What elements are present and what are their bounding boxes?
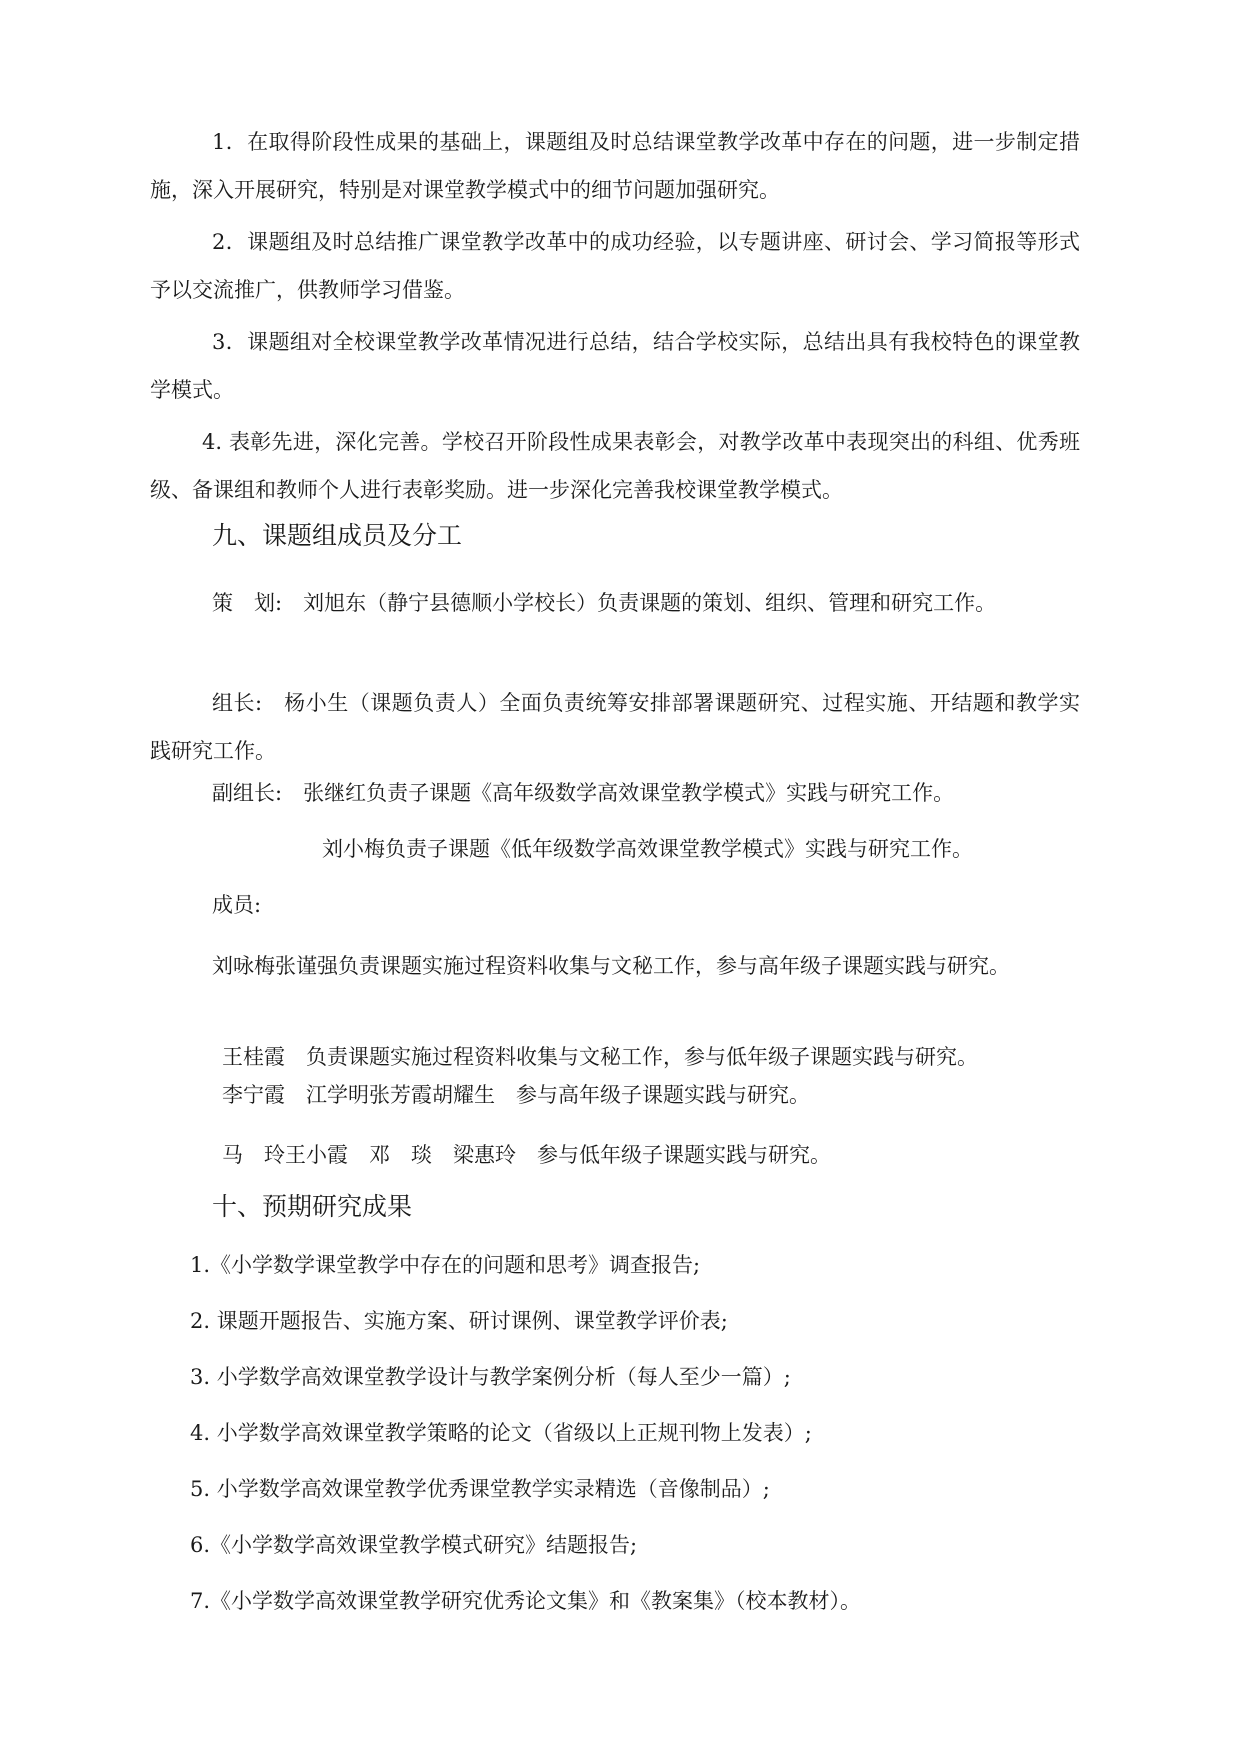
outcome-item-2: 2. 课题开题报告、实施方案、研讨课例、课堂教学评价表; [190,1309,728,1333]
member-line-2: 王桂霞 负责课题实施过程资料收集与文秘工作，参与低年级子课题实践与研究。 [222,1045,978,1069]
section-10-heading: 十、预期研究成果 [212,1192,413,1221]
member-paragraph-1: 刘咏梅张谨强负责课题实施过程资料收集与文秘工作，参与高年级子课题实践与研究。 [212,954,1010,978]
outcome-item-5: 5. 小学数学高效课堂教学优秀课堂教学实录精选（音像制品）; [190,1477,770,1501]
planner-paragraph: 策 划: 刘旭东（静宁县德顺小学校长）负责课题的策划、组织、管理和研究工作。 [212,591,997,615]
step-paragraph-3: 3．课题组对全校课堂教学改革情况进行总结，结合学校实际，总结出具有我校特色的课堂教学模式。 [150,330,1080,402]
deputy-leader-line-2: 刘小梅负责子课题《低年级数学高效课堂教学模式》实践与研究工作。 [322,837,973,861]
outcome-item-3: 3. 小学数学高效课堂教学设计与教学案例分析（每人至少一篇）; [190,1365,791,1389]
members-label: 成员: [212,893,262,917]
step-paragraph-2: 2．课题组及时总结推广课堂教学改革中的成功经验，以专题讲座、研讨会、学习简报等形式予以交流推广，供教师学习借鉴。 [150,230,1080,302]
leader-paragraph: 组长: 杨小生（课题负责人）全面负责统筹安排部署课题研究、过程实施、开结题和教学实践研究工作。 [150,691,1080,763]
deputy-leader-line-1: 副组长: 张继红负责子课题《高年级数学高效课堂教学模式》实践与研究工作。 [212,781,955,805]
outcome-item-6: 6.《小学数学高效课堂教学模式研究》结题报告; [190,1533,638,1557]
step-paragraph-4: 4. 表彰先进，深化完善。学校召开阶段性成果表彰会，对教学改革中表现突出的科组、优秀班级、备课组和教师个人进行表彰奖励。进一步深化完善我校课堂教学模式。 [150,430,1080,502]
member-line-4: 马 玲王小霞 邓 琰 梁惠玲 参与低年级子课题实践与研究。 [222,1143,831,1167]
outcome-item-7: 7.《小学数学高效课堂教学研究优秀论文集》和《教案集》（校本教材）。 [190,1589,862,1613]
step-paragraph-1: 1．在取得阶段性成果的基础上，课题组及时总结课堂教学改革中存在的问题，进一步制定措施，深入开展研究，特别是对课堂教学模式中的细节问题加强研究。 [150,130,1080,202]
outcome-item-1: 1.《小学数学课堂教学中存在的问题和思考》调查报告; [190,1253,701,1277]
member-line-3: 李宁霞 江学明张芳霞胡耀生 参与高年级子课题实践与研究。 [222,1083,810,1107]
outcome-item-4: 4. 小学数学高效课堂教学策略的论文（省级以上正规刊物上发表）; [190,1421,812,1445]
section-9-heading: 九、课题组成员及分工 [212,521,463,550]
